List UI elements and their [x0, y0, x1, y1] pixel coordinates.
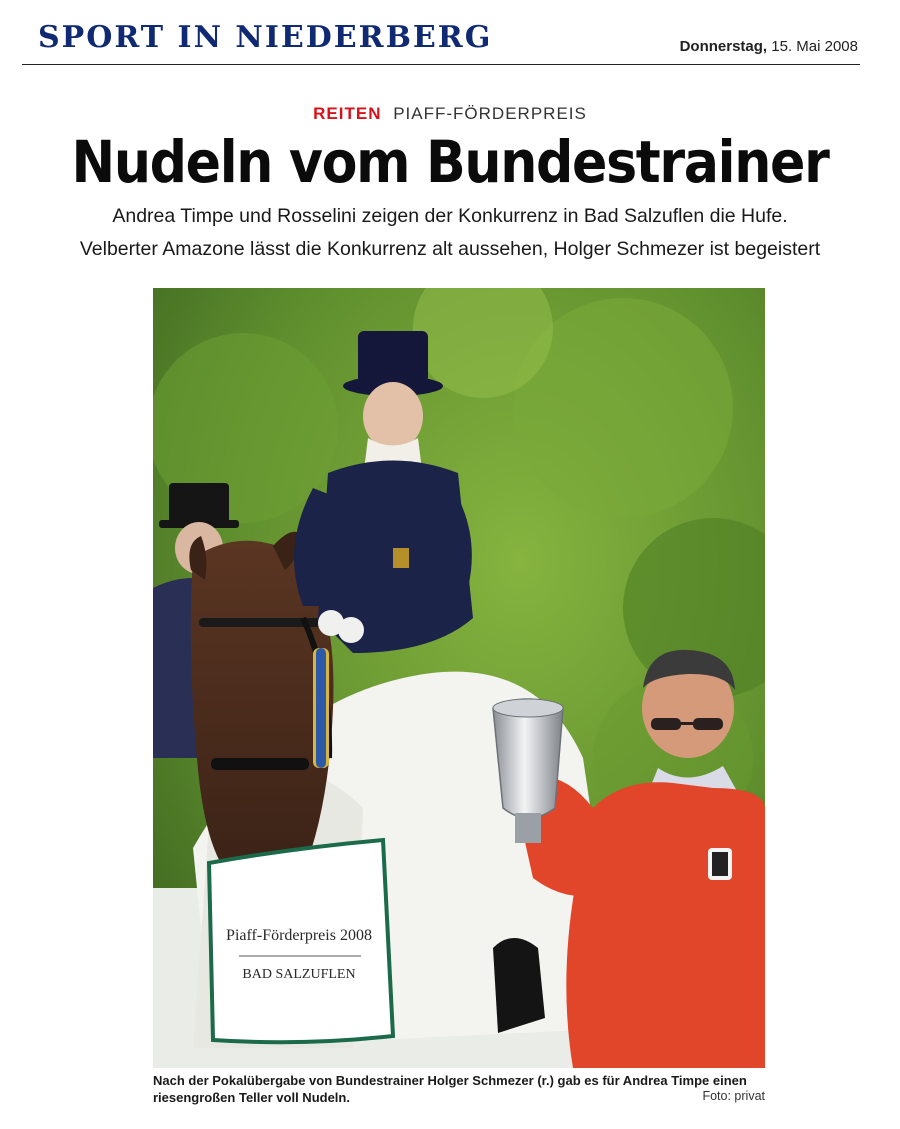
photo-illustration	[153, 288, 765, 1068]
masthead	[22, 14, 860, 65]
article-subline-1: Andrea Timpe und Rosselini zeigen der Konkurrenz in Bad Salzuflen die Hufe.	[112, 205, 788, 227]
photo-credit: Foto: privat	[702, 1089, 765, 1103]
article-photo	[153, 288, 765, 1068]
blanket-text-1: Piaff-Förderpreis 2008	[226, 927, 372, 944]
article-topic: PIAFF-FÖRDERPREIS	[393, 104, 587, 123]
article-kicker	[0, 104, 900, 124]
blanket-text-2: BAD SALZUFLEN	[242, 967, 356, 982]
section-title: SPORT IN NIEDERBERG	[38, 20, 493, 55]
article-headline: Nudeln vom Bundestrainer	[71, 128, 829, 196]
issue-weekday: Donnerstag,	[679, 38, 768, 55]
photo-caption: Nach der Pokalübergabe von Bundestrainer Holger Schmezer (r.) gab es für Andrea Timpe einen riesengroßen Teller voll Nudeln.	[153, 1073, 747, 1105]
issue-date-value: 15. Mai 2008	[771, 38, 858, 55]
saddle-pad	[209, 840, 393, 1042]
article-rubric: REITEN	[313, 104, 382, 123]
article-subline-2: Velberter Amazone lässt die Konkurrenz alt aussehen, Holger Schmezer ist begeistert	[79, 238, 821, 260]
issue-date	[680, 38, 858, 55]
